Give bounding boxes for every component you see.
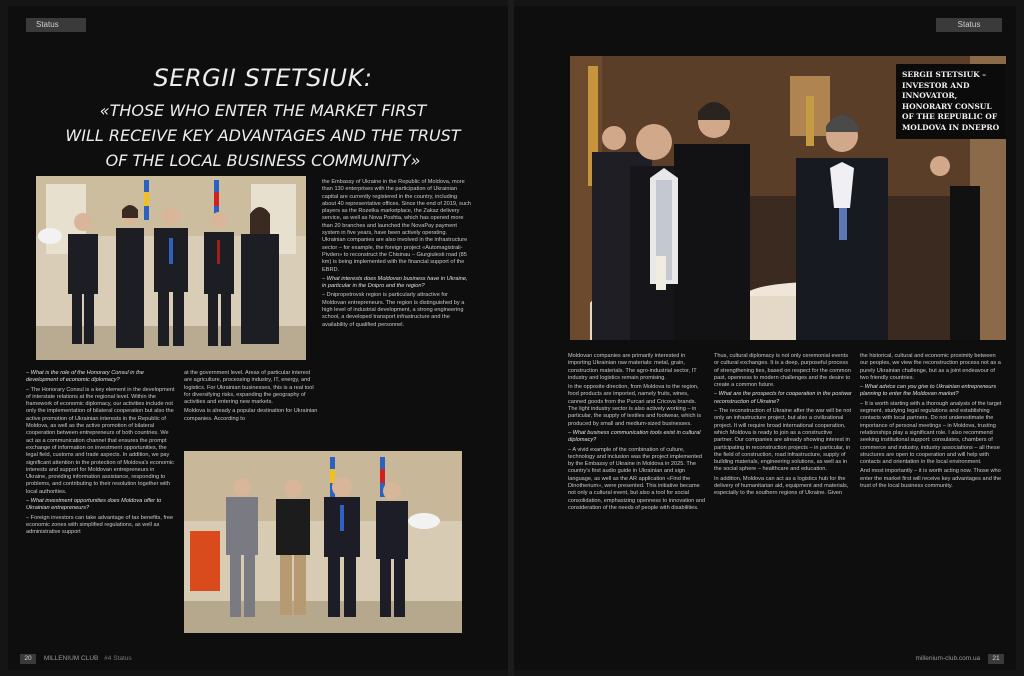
paragraph: Thus, cultural diplomacy is not only ceremonial events or cultural exchanges. It is a deep, purposeful process of strengthening ties, based on respect for the common past, openness to modern challenges and the desire to create a common future.	[714, 353, 851, 389]
paragraph: In the opposite direction, from Moldova to the region, food products are imported, namely fruits, wines, canned goods from the Purcari and Cricova brands. The light industry sector is also actively working – in particular, the supply of textiles and footwear, which is produced by small and medium-sized businesses.	[568, 384, 702, 427]
interview-question: – What are the prospects for cooperation in the postwar reconstruction of Ukraine?	[714, 391, 852, 405]
paragraph: – Dnipropetrovsk region is particularly attractive for Moldovan entrepreneurs. The region is distinguished by a high level of industrial development, a strong engineering school, a developed transport infrastructure and the availability of qualified personnel.	[322, 292, 465, 328]
headline-quote-line: «THOSE WHO ENTER THE MARKET FIRST	[99, 101, 427, 120]
page-footer	[916, 654, 1004, 664]
footer-site: millenium-club.com.ua	[915, 655, 981, 662]
section-tag: Status	[936, 18, 1002, 32]
text-column-1	[568, 353, 706, 514]
footer-issue: #4 Status	[104, 655, 132, 662]
section-tag: Status	[26, 18, 86, 32]
paragraph: – A vivid example of the combination of culture, technology and inclusion was the project implemented by the Embassy of Ukraine in Moldova in 2025. The country's first audio guide in Ukrainian and sign language, as well as the AR application «Find the Dinotherium», were presented. This initiative became not only a cultural event, but also a tool for social consolidation, emphasizing openness to innovation and consideration of the needs of people with disabilities.	[568, 446, 706, 511]
paragraph: And most importantly – it is worth acting now. Those who enter the market first will receive key advantages and the trust of the local business community.	[860, 468, 1002, 490]
text-column-1	[26, 370, 176, 539]
interview-question: – What business communication tools exist in cultural diplomacy?	[568, 429, 701, 444]
paragraph: – The Honorary Consul is a key element in the development of interstate relations at the regional level. Within the framework of economic diplomacy, our activities include not only the implementation of bilateral cooperation but also the active promotion of Ukrainian interests in the Republic of Moldova, as well as the active promotion of bilateral cooperation between entrepreneurs of both countries. We act as a communication channel that ensures the prompt exchange of information on investment opportunities, the legal field, customs and trade aspects. In addition, we pay significant attention to the protection of Moldova's economic interests and support for Moldovan entrepreneurs in Ukraine, providing information assistance, responding to problems, and contributing to their resolution together with local authorities.	[26, 386, 175, 495]
headline-quote-line: OF THE LOCAL BUSINESS COMMUNITY»	[105, 151, 421, 170]
headline-name: SERGII STETSIUK:	[153, 64, 373, 92]
interview-question: – What is the role of the Honorary Consul in the development of economic diplomacy?	[26, 370, 144, 384]
page-footer	[20, 654, 132, 664]
footer-brand: MILLENIUM CLUB	[43, 655, 99, 662]
headline-quote-line: WILL RECEIVE KEY ADVANTAGES AND THE TRUST	[65, 126, 461, 145]
paragraph: – The reconstruction of Ukraine after the war will be not only an infrastructure project, but also a civilizational project. It will require broad international cooperation, which Moldova is ready to join as a constructive partner. Our companies are already showing interest in participating in reconstruction projects – in particular, in the field of construction, road infrastructure, supply of building materials, engineering solutions, as well as in the social sphere – healthcare and education.	[714, 408, 852, 473]
text-column-3	[860, 353, 1002, 492]
right-page	[514, 6, 1016, 670]
text-column-2	[714, 353, 852, 500]
photo-caption: SERGII STETSIUK – INVESTOR AND INNOVATOR, HONORARY CONSUL OF THE REPUBLIC OF MOLDOVA IN DNEPRO	[896, 64, 1006, 139]
paragraph: In addition, Moldova can act as a logistics hub for the delivery of humanitarian aid, equipment and materials, especially to the southern regions of Ukraine. Given	[714, 475, 849, 497]
paragraph: Moldovan companies are primarily interested in importing Ukrainian raw materials: metal, grain, construction materials. The agro-industrial sector, IT industry and logistics remain promising.	[568, 353, 697, 381]
left-page	[8, 6, 508, 670]
interview-question: – What investment opportunities does Moldova offer to Ukrainian entrepreneurs?	[26, 498, 162, 512]
interview-question: – What advice can you give to Ukrainian entrepreneurs planning to enter the Moldovan market?	[860, 384, 997, 398]
paragraph: – It is worth starting with a thorough analysis of the target segment, studying legal regulations and establishing contacts with local partners. Do not underestimate the importance of personal meetings – in Moldova, trusting relationships play a significant role. I also recommend seeking institutional support: consulates, chambers of commerce and industry, industry associations – all these structures are open to cooperation and will help with contacts and orientation in the local environment.	[860, 400, 1002, 466]
text-column-2	[184, 370, 318, 425]
page-number: 20	[20, 654, 36, 664]
paragraph: the historical, cultural and economic proximity between our peoples, we view the reconstruction process not as a purely Ukrainian challenge, but as a joint endeavour of two friendly countries.	[860, 353, 1001, 381]
paragraph: at the government level. Areas of particular interest are agriculture, processing industry, IT, energy, and logistics. For Ukrainian businesses, this is a real tool for diversifying risks, expanding the geography of activities and entering new markets.	[184, 370, 314, 406]
group-photo-bottom	[184, 451, 462, 633]
interview-question: – What interests does Moldovan business have in Ukraine, in particular in the Dnipro and the region?	[322, 275, 468, 290]
page-number: 21	[988, 654, 1004, 664]
paragraph: the Embassy of Ukraine in the Republic of Moldova, more than 130 enterprises with the participation of Ukrainian capital are currently registered in the country, including about 40 representative offices. Since the end of 2019, such players as the Rozetka marketplace, the Zakaz delivery service, as well as Nova Poshta, which has opened more than 20 branches and launched the NovaPay payment system in five years, have been actively operating. Ukrainian companies are also involved in the infrastructure sector – for example, the foreign project «Automagistrali-Pivden» to reconstruct the Chisinau – Giurgiulesti road (85 km) is being implemented with the financial support of the EBRD.	[322, 179, 471, 273]
paragraph: Moldova is already a popular destination for Ukrainian companies. According to	[184, 408, 318, 422]
headline-quote	[38, 98, 488, 173]
text-column-3	[322, 179, 472, 331]
paragraph: – Foreign investors can take advantage of tax benefits, free economic zones with simplified regulations, as well as administrative support	[26, 514, 174, 536]
group-photo-top	[36, 176, 306, 360]
